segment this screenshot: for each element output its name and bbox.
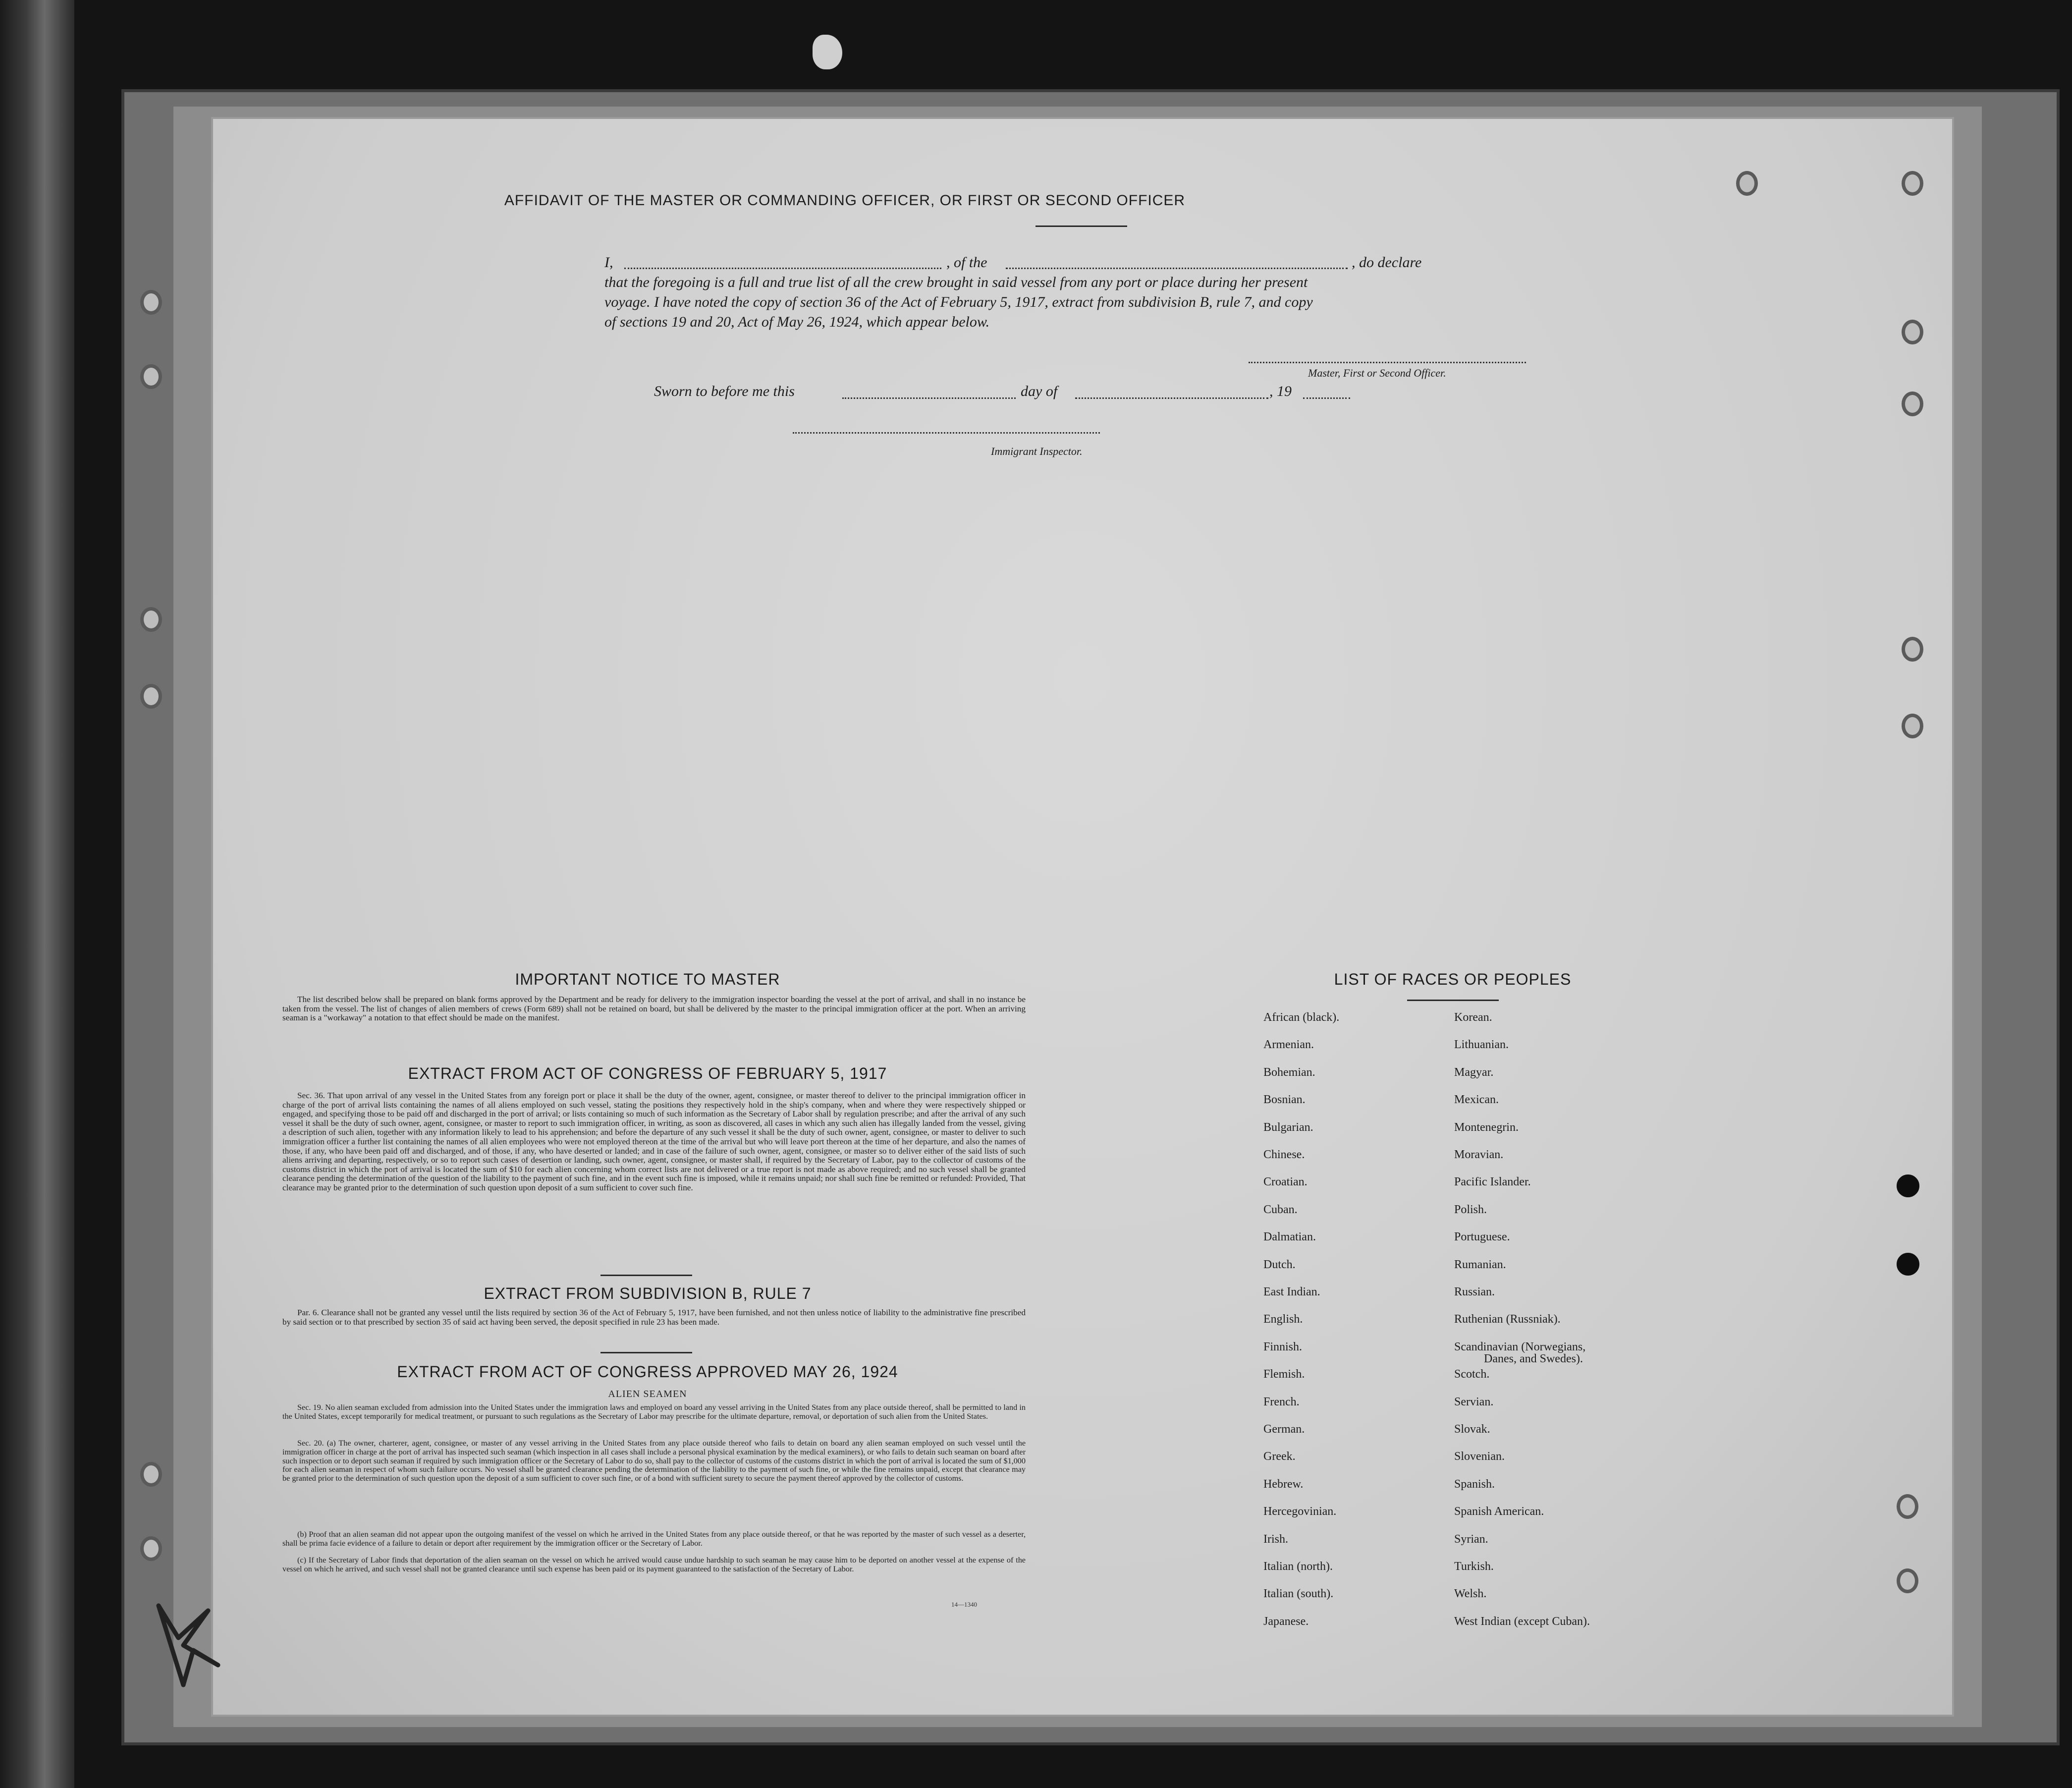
- extract-1924-sec20b: (b) Proof that an alien seaman did not appear upon the outgoing manifest of the vessel on which he arrived in the United States from any place outside thereof, or that he was reported by the master of such vessel as a deserter, shall be prima facie evidence of a failure to detain or deport after requirement by the immigration officer or the Secretary of Labor.: [282, 1530, 1026, 1548]
- races-title-rule: [1407, 1000, 1499, 1001]
- race-item: Spanish.: [1454, 1477, 1495, 1491]
- alien-seamen-subtitle: ALIEN SEAMEN: [608, 1389, 687, 1399]
- binder-hole: [140, 290, 162, 315]
- race-item: Lithuanian.: [1454, 1038, 1509, 1052]
- binder-hole: [1736, 171, 1758, 196]
- master-signature-line[interactable]: [1249, 362, 1526, 363]
- binder-hole: [1897, 1253, 1919, 1276]
- binder-hole: [1902, 171, 1923, 196]
- race-item: Danes, and Swedes).: [1484, 1352, 1583, 1365]
- race-item: Hercegovinian.: [1263, 1505, 1337, 1518]
- affidavit-title: AFFIDAVIT OF THE MASTER OR COMMANDING OFFICER, OR FIRST OR SECOND OFFICER: [504, 192, 1186, 209]
- extract-1924-sec19: Sec. 19. No alien seaman excluded from admission into the United States under the immigration laws and employed on board any vessel arriving in the United States from any place outside thereof, shall be permitted to land in the United States, except temporarily for medical treatment, or pursuant to such regulations as the Secretary of Labor may prescribe for the ultimate departure, removal, or deportation of such alien from the United States.: [282, 1403, 1026, 1421]
- race-item: Portuguese.: [1454, 1230, 1510, 1244]
- binder-hole: [140, 364, 162, 389]
- race-item: Slovak.: [1454, 1423, 1490, 1436]
- race-item: West Indian (except Cuban).: [1454, 1615, 1590, 1628]
- race-item: Dutch.: [1263, 1258, 1296, 1271]
- affidavit-title-rule: [1036, 225, 1127, 227]
- extract-rule7-title: EXTRACT FROM SUBDIVISION B, RULE 7: [484, 1285, 812, 1302]
- extract-divider-1: [600, 1275, 692, 1276]
- race-item: Bulgarian.: [1263, 1120, 1313, 1134]
- extract-1924-sec20c: (c) If the Secretary of Labor finds that deportation of the alien seaman on the vessel on which he arrived would cause undue hardship to such seaman he may cause him to be deported on another vessel at the expense of the vessel on which he arrived, and such vessel shall not be granted clearance until such expense has been paid or its payment guaranteed to the satisfaction of the Secretary of Labor.: [282, 1556, 1026, 1573]
- race-item: Korean.: [1454, 1011, 1492, 1024]
- inspector-label: Immigrant Inspector.: [991, 445, 1083, 457]
- sworn-year-blank[interactable]: [1303, 397, 1350, 399]
- race-item: French.: [1263, 1395, 1300, 1408]
- race-item: Hebrew.: [1263, 1477, 1304, 1491]
- race-item: Japanese.: [1263, 1615, 1309, 1628]
- binder-hole: [1902, 714, 1923, 738]
- affidavit-line-4: of sections 19 and 20, Act of May 26, 1924, which appear below.: [604, 314, 990, 330]
- race-item: Pacific Islander.: [1454, 1175, 1531, 1189]
- vessel-name-blank[interactable]: [1006, 268, 1348, 269]
- inspector-signature-line[interactable]: [793, 432, 1100, 434]
- binder-hole: [140, 684, 162, 709]
- race-item: Cuban.: [1263, 1203, 1298, 1216]
- race-item: German.: [1263, 1423, 1305, 1436]
- race-item: Russian.: [1454, 1285, 1495, 1298]
- binder-strip: [0, 0, 74, 1788]
- race-item: Irish.: [1263, 1532, 1288, 1546]
- race-item: Scandinavian (Norwegians,: [1454, 1340, 1586, 1353]
- race-item: Slovenian.: [1454, 1450, 1505, 1463]
- race-item: Spanish American.: [1454, 1505, 1544, 1518]
- race-item: Moravian.: [1454, 1148, 1504, 1161]
- notice-text: The list described below shall be prepared on blank forms approved by the Department and be ready for delivery to the immigration inspector boarding the vessel at the port of arrival, and shall in no instance be taken from the vessel. The list of changes of alien members of crews (Form 689) shall not be retained on board, but shall be delivered by the master to the principal immigration officer at the port. When an arriving seaman is a "workaway" a notation to that effect should be made on the manifest.: [282, 995, 1026, 1023]
- affidavit-line-3: voyage. I have noted the copy of section 36 of the Act of February 5, 1917, extract from subdivision B, rule 7, and copy: [604, 294, 1313, 310]
- races-column-2: [1454, 1011, 1702, 1628]
- race-item: Italian (north).: [1263, 1560, 1333, 1573]
- sworn-date-blank[interactable]: [842, 397, 1016, 399]
- race-item: Finnish.: [1263, 1340, 1303, 1353]
- race-item: Polish.: [1454, 1203, 1487, 1216]
- race-item: English.: [1263, 1313, 1303, 1326]
- paper-tear: [813, 35, 842, 69]
- race-item: Scotch.: [1454, 1368, 1490, 1381]
- extract-1917-title: EXTRACT FROM ACT OF CONGRESS OF FEBRUARY 5, 1917: [408, 1064, 887, 1082]
- binder-hole: [1902, 391, 1923, 416]
- race-item: Armenian.: [1263, 1038, 1314, 1052]
- extract-1924-sec20a: Sec. 20. (a) The owner, charterer, agent, consignee, or master of any vessel arriving in the United States from any place outside thereof who fails to detain on board any alien seaman employed on such vessel until the immigration officer in charge at the port of arrival has inspected such seaman (which inspection in all cases shall include a personal physical examination by the medical examiners), or who fails to detain such seaman on board after such inspection or to deport such seaman if required by such immigration officer or the Secretary of Labor to do so, shall pay to the collector of customs of the customs district in which the port of arrival is located the sum of $1,000 for each alien seaman in respect of whom such failure occurs. No vessel shall be granted clearance pending the determination of the liability to the payment of such fine, or while the fine remains unpaid, except that clearance may be granted prior to the determination of such question upon the deposit of a sum sufficient to cover such fine, or of a bond with sufficient surety to secure the payment thereof approved by the collector of customs.: [282, 1439, 1026, 1483]
- binder-hole: [1902, 637, 1923, 662]
- extract-rule7-text: Par. 6. Clearance shall not be granted any vessel until the lists required by section 36 of the Act of February 5, 1917, have been furnished, and not then unless notice of liability to the administrative fine prescribed by said section or to that prescribed by section 35 of said act having been served, the deposit specified in rule 23 has been made.: [282, 1308, 1026, 1327]
- race-item: Syrian.: [1454, 1532, 1488, 1546]
- race-item: Chinese.: [1263, 1148, 1305, 1161]
- binder-hole: [140, 1536, 162, 1561]
- form-number: 14—1340: [951, 1601, 977, 1608]
- affidavit-line-2: that the foregoing is a full and true list of all the crew brought in said vessel from any port or place during her present: [604, 274, 1308, 290]
- race-item: Montenegrin.: [1454, 1120, 1519, 1134]
- race-item: Italian (south).: [1263, 1587, 1334, 1601]
- handwritten-mark: [149, 1591, 223, 1690]
- binder-hole: [1902, 320, 1923, 344]
- crew-name-blank[interactable]: [624, 268, 941, 269]
- race-item: Greek.: [1263, 1450, 1296, 1463]
- race-item: African (black).: [1263, 1011, 1340, 1024]
- races-column-1: [1263, 1011, 1462, 1628]
- race-item: Flemish.: [1263, 1368, 1305, 1381]
- extract-divider-2: [600, 1352, 692, 1353]
- race-item: Bosnian.: [1263, 1093, 1306, 1107]
- race-item: Magyar.: [1454, 1065, 1494, 1079]
- race-item: Ruthenian (Russniak).: [1454, 1313, 1561, 1326]
- binder-hole: [140, 1462, 162, 1487]
- extract-1924-title: EXTRACT FROM ACT OF CONGRESS APPROVED MAY 26, 1924: [397, 1363, 898, 1381]
- binder-hole: [1897, 1568, 1918, 1593]
- extract-1917-text: Sec. 36. That upon arrival of any vessel in the United States from any foreign port or place it shall be the duty of the owner, agent, consignee, or master thereof to deliver to the principal immigration officer in charge of the port of arrival lists containing the names of all aliens employed on such vessel, stating the positions they respectively hold in the ship's company, when and where they were respectively shipped or engaged, and specifying those to be paid off and discharged in the port of arrival; or lists containing so much of such information as the Secretary of Labor shall by regulation prescribe; and after the arrival of any such vessel it shall be the duty of such owner, agent, consignee, or master to report to such immigration officer, in writing, as soon as discovered, all cases in which any such alien has illegally landed from the vessel, giving a description of such alien, together with any information likely to lead to his apprehension; and before the departure of any such vessel it shall be the duty of such owner, agent, consignee, or master to deliver to such immigration officer a further list containing the names of all alien employees who were not employed thereon at the time of the arrival but who will leave port thereon at the time of her departure, and also the names of those, if any, who have been paid off and discharged, and of those, if any, who have deserted or landed; and in case of the failure of such owner, agent, consignee, or master so to deliver either of the said lists of such aliens arriving and departing, respectively, or so to report such cases of desertion or landing, such owner, agent, consignee, or master shall, if required by the Secretary of Labor, pay to the collector of customs of the customs district in which the port of arrival is located the sum of $10 for each alien concerning whom correct lists are not delivered or a true report is not made as above required; and no such vessel shall be granted clearance pending the determination of the question of the liability to the payment of such fine, and in the event such fine is imposed, while it remains unpaid; nor shall such fine be remitted or refunded: Provided, That clearance may be granted prior to the determination of such question upon deposit of a sum sufficient to cover such fine.: [282, 1091, 1026, 1192]
- race-item: Servian.: [1454, 1395, 1494, 1408]
- race-item: Bohemian.: [1263, 1065, 1315, 1079]
- races-title: LIST OF RACES OR PEOPLES: [1334, 970, 1572, 988]
- race-item: Mexican.: [1454, 1093, 1499, 1107]
- document-sheet: AFFIDAVIT OF THE MASTER OR COMMANDING OFFICER, OR FIRST OR SECOND OFFICER I, , of the , do declare that the foregoing is a full and true list of all the crew brought in said vessel from any port or place during her present voyage. I have noted the copy of section 36 of the Act of February 5, 1917, extract from subdivision B, rule 7, and copy of sections 19 and 20, Act of May 26, 1924, which appear below. Master, First or Second Officer. Sworn to before me this day of , 19 Immigrant Inspector. IMPORTANT NOTICE TO MASTER The list described below shall be prepared on blank forms approved by the Department and be ready for delivery to the immigration inspector boarding the vessel at the port of arrival, and shall in no instance be taken from the vessel. The list of changes of alien members of crews (Form 689) shall not be retained on board, but shall be delivered by the master to the principal immigration officer at the port. When an arriving seaman is a "workaway" a notation to that effect should be made on the manifest. EXTRACT FROM ACT OF CONGRESS OF FEBRUARY 5, 1917 Sec. 36. That upon arrival of any vessel in the United States from any foreign port or place it shall be the duty of the owner, agent, consignee, or master thereof to deliver to the principal immigration officer in charge of the port of arrival lists containing the names of all aliens employed on such vessel, stating the positions they respectively hold in the ship's company, when and where they were respectively shipped or engaged, and specifying those to be paid off and discharged in the port of arrival; or lists containing so much of such information as the Secretary of Labor shall by regulation prescribe; and after the arrival of any such vessel it shall be the duty of such owner, agent, consignee, or master to report to such immigration officer, in writing, as soon as discovered, all cases in which any such alien has illegally landed from the vessel, giving a description of such alien, together with any information likely to lead to his apprehension; and before the departure of any such vessel it shall be the duty of such owner, agent, consignee, or master to deliver to such immigration officer a further list containing the names of all alien employees who were not employed thereon at the time of the arrival but who will leave port thereon at the time of her departure, and also the names of those, if any, who have been paid off and discharged, and of those, if any, who have deserted or landed; and in case of the failure of such owner, agent, consignee, or master so to deliver either of the said lists of such aliens arriving and departing, respectively, or so to report such cases of desertion or landing, such owner, agent, consignee, or master shall, if required by the Secretary of Labor, pay to the collector of customs of the customs district in which the port of arrival is located the sum of $10 for each alien concerning whom correct lists are not delivered or a true report is not made as above required; and no such vessel shall be granted clearance pending the determination of the question of the liability to the payment of such fine, and in the event such fine is imposed, while it remains unpaid; nor shall such fine be remitted or refunded: Provided, That clearance may be granted prior to the determination of such question upon deposit of a sum sufficient to cover such fine. EXTRACT FROM SUBDIVISION B, RULE 7 Par. 6. Clearance shall not be granted any vessel until the lists required by section 36 of the Act of February 5, 1917, have been furnished, and not then unless notice of liability to the administrative fine prescribed by said section or to that prescribed by section 35 of said act having been served, the deposit specified in rule 23 has been made. EXTRACT FROM ACT OF CONGRESS APPROVED MAY 26, 1924 ALIEN SEAMEN Sec. 19. No alien seaman excluded from admission into the United States under the immigration laws and employed on board any vessel arriving in the United States from any place outside thereof, shall be permitted to land in the United States, except temporarily for medical treatment, or pursuant to such regulations as the Secretary of Labor may prescribe for the ultimate departure, removal, or deportation of such alien from the United States. Sec. 20. (a) The owner, charterer, agent, consignee, or master of any vessel arriving in the United States from any place outside thereof who fails to detain on board any alien seaman employed on such vessel until the immigration officer in charge at the port of arrival has inspected such seaman (which inspection in all cases shall include a personal physical examination by the medical examiners), or who fails to detain such seaman on board after such inspection or to deport such seaman if required by such immigration officer or the Secretary of Labor to do so, shall pay to the collector of customs of the customs district in which the port of arrival is located the sum of $1,000 for each alien seaman in respect of whom such failure occurs. No vessel shall be granted clearance pending the determination of the liability to the payment of such fine, or while the fine remains unpaid, except that clearance may be granted prior to the determination of such question upon the deposit of a sum sufficient to cover such fine, or of a bond with sufficient surety to secure the payment thereof approved by the collector of customs. (b) Proof that an alien seaman did not appear upon the outgoing manifest of the vessel on which he arrived in the United States from any place outside thereof, or that he was reported by the master of such vessel as a deserter, shall be prima facie evidence of a failure to detain or deport after requirement by the immigration officer or the Secretary of Labor. (c) If the Secretary of Labor finds that deportation of the alien seaman on the vessel on which he arrived would cause undue hardship to such seaman he may cause him to be deported on another vessel at the expense of the vessel on which he arrived, and such vessel shall not be granted clearance until such expense has been paid or its payment guaranteed to the satisfaction of the Secretary of Labor. 14—1340 LIST OF RACES OR PEOPLES African (black). Armenian. Bohemian. Bosnian. Bulgarian. Chinese. Croatian. Cuban. Dalmatian. Dutch. East Indian. English. Finnish. Flemish. French. German. Greek. Hebrew. Hercegovinian. Irish. Italian (north). Italian (south). Japanese. Korean. Lithuanian. Magyar. Mexican. Montenegrin. Moravian. Pacific Islander. Polish. Portuguese. Rumanian. Russian. Ruthenian (Russniak). Scandinavian (Norwegians, Danes, and Swedes). Scotch. Servian. Slovak. Slovenian. Spanish. Spanish American. Syrian. Turkish. Welsh. West Indian (except Cuban).: [213, 119, 1952, 1715]
- notice-title: IMPORTANT NOTICE TO MASTER: [515, 970, 780, 988]
- race-item: Welsh.: [1454, 1587, 1487, 1601]
- sworn-month-blank[interactable]: [1075, 397, 1268, 399]
- binder-hole: [140, 607, 162, 632]
- race-item: Turkish.: [1454, 1560, 1494, 1573]
- binder-hole: [1897, 1174, 1919, 1197]
- race-item: Dalmatian.: [1263, 1230, 1316, 1244]
- race-item: East Indian.: [1263, 1285, 1320, 1298]
- binder-hole: [1897, 1494, 1918, 1519]
- race-item: Croatian.: [1263, 1175, 1308, 1189]
- master-signature-label: Master, First or Second Officer.: [1308, 367, 1446, 379]
- race-item: Rumanian.: [1454, 1258, 1506, 1271]
